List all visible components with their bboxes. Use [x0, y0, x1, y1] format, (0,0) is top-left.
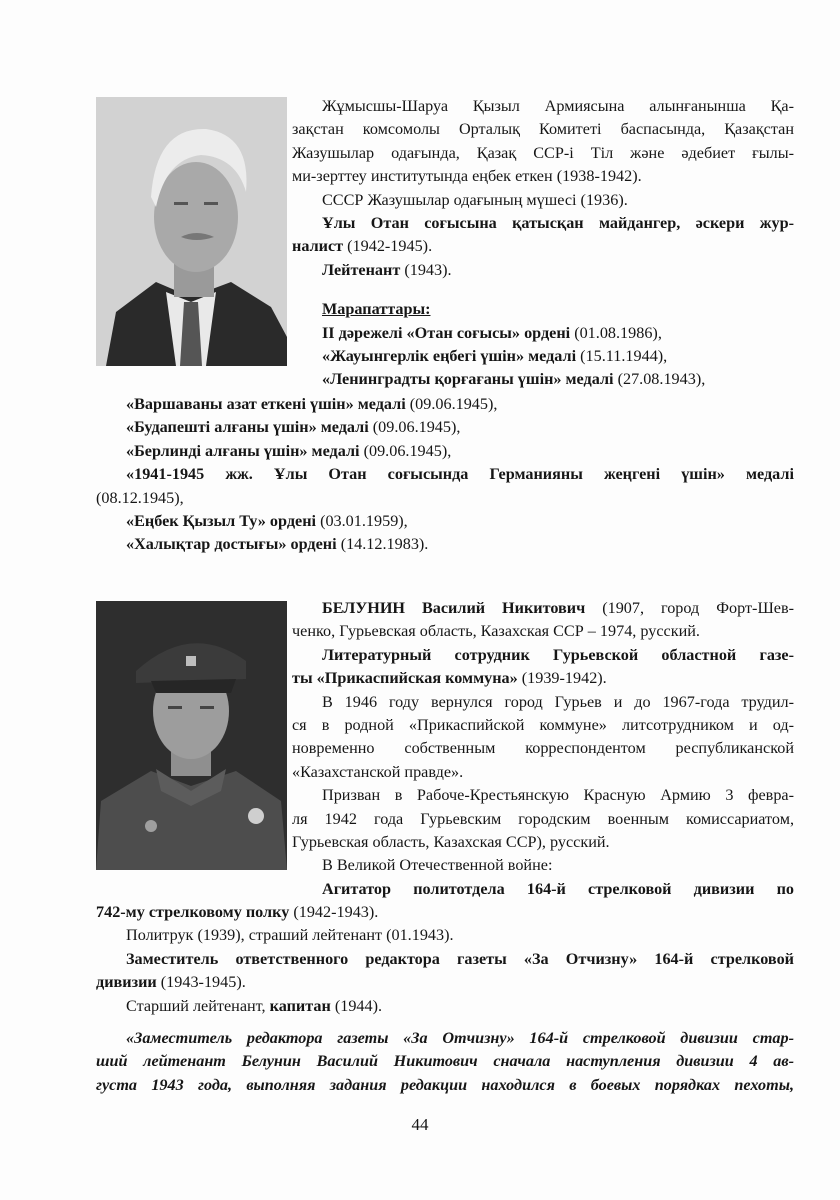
bio-1-line: [292, 259, 794, 282]
bio-2-line: «Казахстанской правде».: [292, 762, 464, 781]
bio-1-bold: Ұлы Отан соғысына қатысқан майдангер, әскери жур-: [322, 214, 794, 233]
bio-1-line: Жұмысшы-Шаруа Қызыл Армиясына алынғанынша Қа-: [322, 97, 794, 115]
quote-line: ший лейтенант Белунин Василий Никитович сначала наступления дивизии 4 ав-: [96, 1052, 794, 1071]
bio-2-dates: (1943-1945).: [156, 973, 246, 992]
award-item-date-line: [96, 487, 794, 510]
bio-2-bold: дивизии: [96, 973, 157, 992]
award-item: [292, 368, 794, 391]
award-name: «Будапешті алғаны үшін» медалі: [126, 418, 369, 437]
bio-2-line: [96, 948, 794, 971]
bio-1-awards-continued: [96, 393, 794, 557]
bio-2-bold: Литературный сотрудник Гурьевской областной газе-: [322, 645, 794, 664]
bio-2-bold: Агитатор политотдела 164-й стрелковой дивизии по: [322, 879, 794, 898]
bio-1-line: СССР Жазушылар одағының мүшесі (1936).: [322, 190, 628, 209]
bio-1-line: ми-зерттеу институтында еңбек еткен (1938-1942).: [292, 167, 642, 186]
award-date: (08.12.1945),: [96, 488, 184, 507]
bio-1-line: Жазушылар одағында, Қазақ ССР-і Тіл және әдебиет ғылы-: [292, 143, 794, 162]
bio-2-line: [96, 901, 794, 924]
award-date: (03.01.1959),: [316, 512, 408, 531]
award-item: [96, 463, 794, 486]
award-name: «Берлинді алғаны үшін» медалі: [126, 441, 360, 460]
portrait-photo-2: [96, 601, 287, 870]
award-item: [96, 440, 794, 463]
award-item: [96, 533, 794, 556]
awards-heading-line: [292, 298, 794, 321]
bio-2-line: [292, 644, 794, 667]
bio-2-name: БЕЛУНИН Василий Никитович: [322, 599, 586, 617]
page-number: 44: [411, 1115, 429, 1134]
award-name: «1941-1945 жж. Ұлы Отан соғысында Германияны жеңгені үшін» медалі: [126, 465, 794, 484]
bio-2-rank: капитан: [269, 996, 331, 1015]
bio-2-bold: Заместитель ответственного редактора газеты «За Отчизну» 164-й стрелковой: [126, 949, 794, 968]
bio-2-text-block: [292, 597, 794, 901]
portrait-1-figure: [96, 97, 287, 366]
award-item: [292, 322, 794, 345]
bio-1-line: зақстан комсомолы Орталық Комитеті баспасында, Қазақстан: [292, 120, 794, 139]
bio-2-line: [96, 971, 794, 994]
bio-2-line: [292, 667, 794, 690]
award-item: [96, 416, 794, 439]
bio-2-text-continued: [96, 901, 794, 1018]
award-date: (15.11.1944),: [576, 347, 668, 366]
award-date: (09.06.1945),: [405, 395, 498, 413]
bio-2-line: Гурьевская область, Казахская ССР), русский.: [292, 833, 610, 852]
award-date: (01.08.1986),: [570, 323, 662, 342]
award-name: ІІ дәрежелі «Отан соғысы» ордені: [322, 323, 571, 342]
bio-2-line: ся в родной «Прикаспийской коммуне» литсотрудником и од-: [292, 716, 794, 735]
bio-2-line: ля 1942 года Гурьевским городским военным комиссариатом,: [292, 809, 794, 828]
award-date: (09.06.1945),: [368, 418, 461, 437]
bio-2-birth: (1907, город Форт-Шев-: [585, 599, 794, 617]
bio-1-bold: налист: [292, 237, 344, 256]
bio-2-dates: (1944).: [330, 996, 383, 1015]
bio-1-line: [292, 212, 794, 235]
bio-2-line: ченко, Гурьевская область, Казахская ССР – 1974, русский.: [292, 622, 700, 641]
bio-2-dates: (1942-1943).: [289, 903, 379, 921]
bio-2-bold: 742-му стрелковому полку: [96, 903, 290, 921]
bio-2-bold: ты «Прикаспийская коммуна»: [292, 669, 518, 688]
award-date: (27.08.1943),: [613, 370, 706, 389]
bio-1-text-block: [292, 95, 794, 392]
portrait-2-figure: [96, 601, 287, 870]
award-item: [96, 393, 794, 416]
bio-2-line: Политрук (1939), страший лейтенант (01.1943).: [126, 926, 454, 945]
award-date: (14.12.1983).: [336, 535, 429, 554]
award-name: «Варшаваны азат еткені үшін» медалі: [126, 395, 406, 413]
bio-2-dates: (1939-1942).: [517, 669, 607, 688]
bio-2-line: новременно собственным корреспондентом республиканской: [292, 739, 794, 758]
bio-2-line: В Великой Отечественной войне:: [322, 856, 553, 875]
bio-1-line: [292, 235, 794, 258]
bio-2-line: [292, 597, 794, 620]
award-name: «Халықтар достығы» ордені: [126, 535, 337, 554]
bio-2-line: В 1946 году вернулся город Гурьев и до 1967-года трудил-: [322, 692, 794, 711]
citation-quote: [96, 1027, 794, 1097]
awards-heading: Марапаттары:: [322, 300, 431, 319]
bio-2-line: [292, 878, 794, 901]
award-name: «Ленинградты қорғағаны үшін» медалі: [322, 370, 614, 389]
award-name: «Жауынгерлік еңбегі үшін» медалі: [322, 347, 577, 366]
bio-1-dates: (1943).: [400, 260, 452, 279]
quote-line: «Заместитель редактора газеты «За Отчизну» 164-й стрелковой дивизии стар-: [126, 1029, 794, 1047]
award-item: [96, 510, 794, 533]
bio-2-line: Призван в Рабоче-Крестьянскую Красную Армию 3 февра-: [322, 786, 794, 805]
portrait-photo-1: [96, 97, 287, 366]
award-item: [292, 345, 794, 368]
award-name: «Еңбек Қызыл Ту» ордені: [126, 512, 317, 531]
bio-2-rank-text: Старший лейтенант,: [126, 996, 270, 1015]
bio-1-rank: Лейтенант: [322, 260, 401, 279]
award-date: (09.06.1945),: [359, 441, 452, 460]
quote-line: густа 1943 года, выполняя задания редакции находился в боевых порядках пехоты,: [96, 1075, 794, 1094]
bio-1-dates: (1942-1945).: [343, 237, 433, 256]
bio-2-line: [96, 995, 794, 1018]
